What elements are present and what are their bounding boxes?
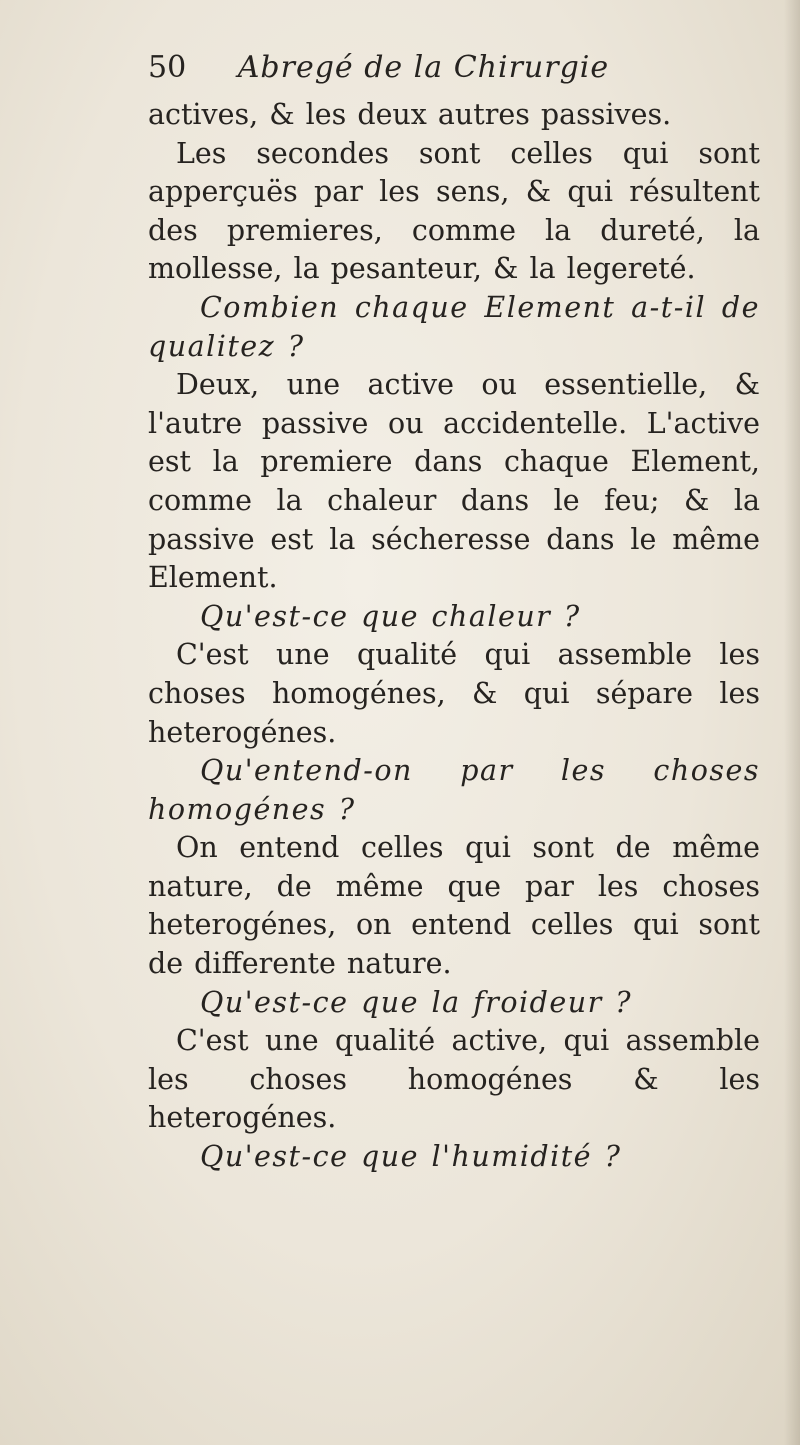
paragraph-question: Qu'est-ce que chaleur ? bbox=[200, 599, 581, 633]
paragraph-question: Combien chaque Element a-t-il de qualitez ? bbox=[148, 290, 760, 363]
paragraph-question: Qu'est-ce que l'humidité ? bbox=[200, 1140, 622, 1174]
page-number: 50 bbox=[148, 50, 187, 85]
paragraph-answer: C'est une qualité qui assemble les choses homogénes, & qui sépare les heterogénes. bbox=[148, 638, 760, 749]
text-block bbox=[148, 40, 760, 1177]
paragraph-question: Qu'est-ce que la froideur ? bbox=[200, 985, 633, 1019]
paragraph-answer: C'est une qualité active, qui assemble les choses homogénes & les heterogénes. bbox=[148, 1024, 760, 1135]
running-head-title: Abregé de la Chirurgie bbox=[237, 50, 610, 85]
paragraph-question: Qu'entend-on par les choses homogénes ? bbox=[148, 754, 760, 826]
paragraph-answer: Deux, une active ou essentielle, & l'autre passive ou accidentelle. L'active est la premiere dans chaque Element, comme la chaleur dans le feu; & la passive est la sécheresse dans le même Element. bbox=[148, 368, 760, 595]
paragraph-answer: Les secondes sont celles qui sont apperçuës par les sens, & qui résultent des premieres, comme la dureté, la mollesse, la pesanteur, & la legereté. bbox=[148, 136, 760, 286]
page-edge-shadow bbox=[784, 0, 800, 1445]
running-head bbox=[148, 40, 760, 96]
paragraph-continuation: actives, & les deux autres passives. bbox=[148, 98, 672, 131]
paragraph-answer: On entend celles qui sont de même nature, de même que par les choses heterogénes, on entend celles qui sont de differente nature. bbox=[148, 831, 760, 981]
